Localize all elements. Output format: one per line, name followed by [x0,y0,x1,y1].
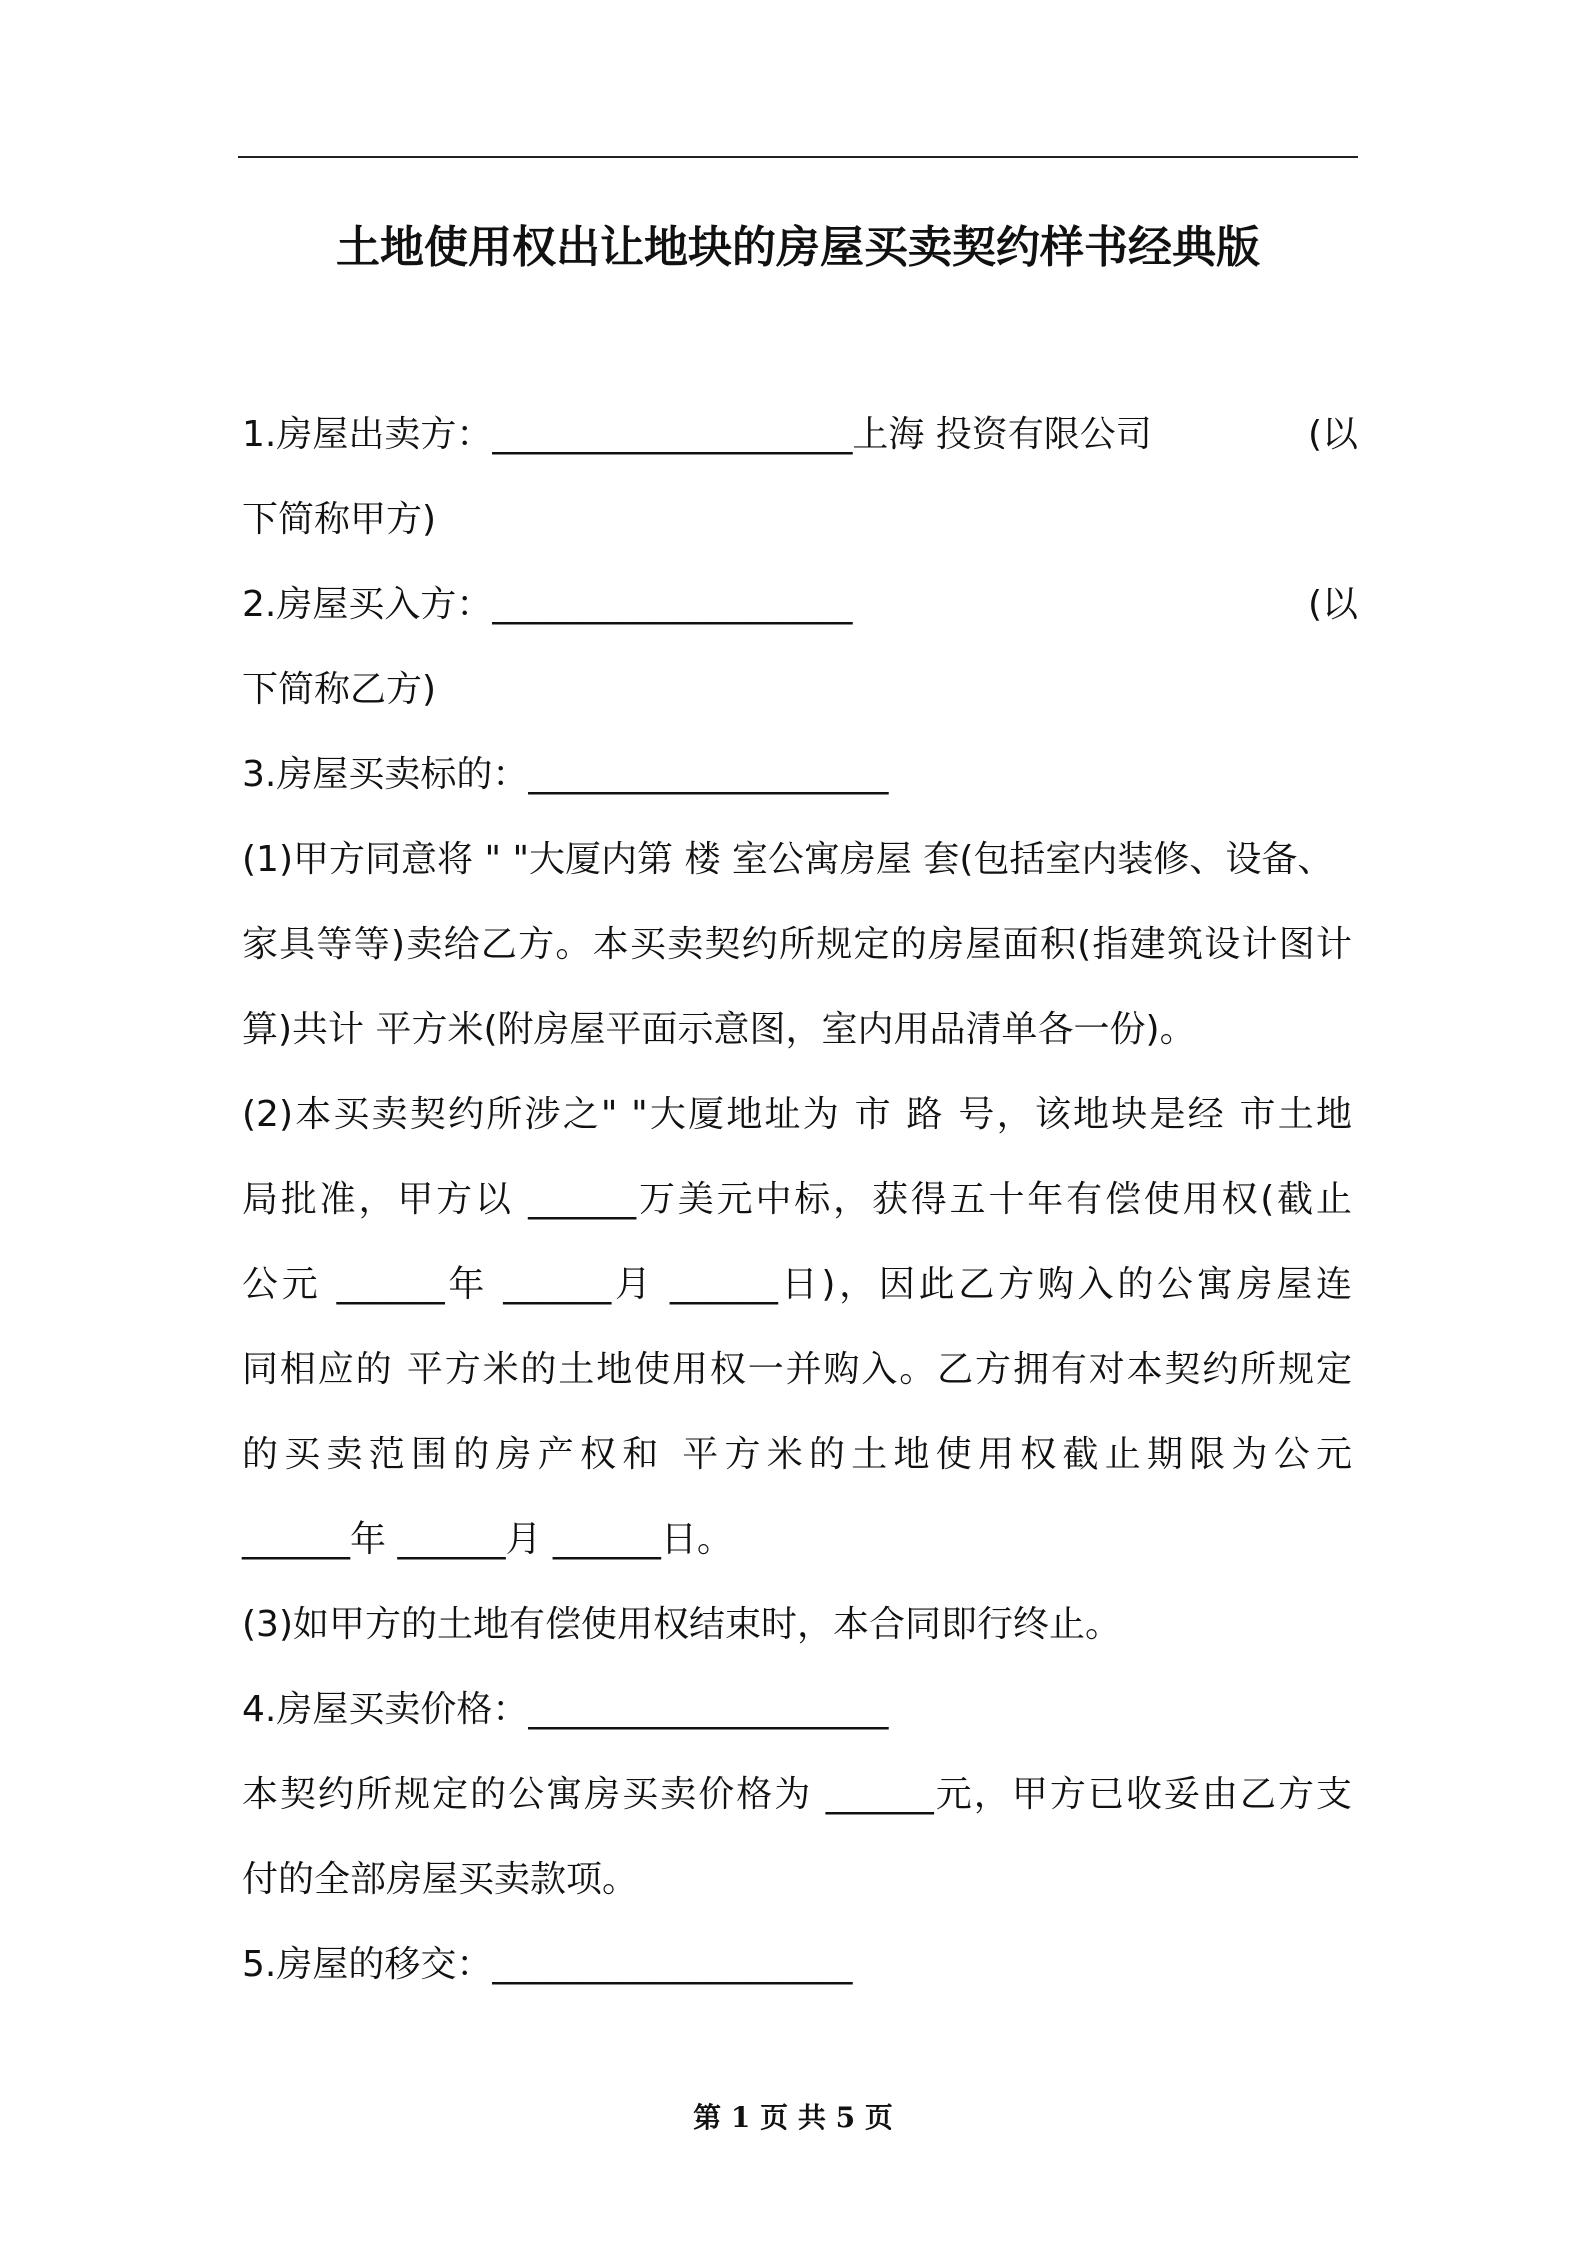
buyer-note: (以 [1307,584,1358,625]
clause-price: 4.房屋买卖价格：____________________ [242,1689,889,1730]
subject-para-2-line-3: 公元 ______年 ______月 ______日)，因此乙方购入的公寓房屋连 [242,1264,1352,1305]
subject-para-1-line-2: 家具等等)卖给乙方。本买卖契约所规定的房屋面积(指建筑设计图计 [242,924,1352,965]
subject-para-1-line-3: 算)共计 平方米(附房屋平面示意图，室内用品清单各一份)。 [242,1009,1196,1050]
price-para-line-2: 付的全部房屋买卖款项。 [242,1859,639,1900]
subject-para-1-line-1: (1)甲方同意将 " "大厦内第 楼 室公寓房屋 套(包括室内装修、设备、 [242,839,1334,880]
clause-subject: 3.房屋买卖标的：____________________ [242,754,889,795]
page-footer: 第 1 页 共 5 页 [693,2101,893,2134]
document-title: 土地使用权出让地块的房屋买卖契约样书经典版 [336,222,1260,273]
subject-para-2-line-5: 的买卖范围的房产权和 平方米的土地使用权截止期限为公元 [242,1434,1352,1475]
subject-para-3: (3)如甲方的土地有偿使用权结束时，本合同即行终止。 [242,1604,1121,1645]
subject-para-2-line-4: 同相应的 平方米的土地使用权一并购入。乙方拥有对本契约所规定 [242,1349,1352,1390]
price-para-line-1: 本契约所规定的公寓房买卖价格为 ______元，甲方已收妥由乙方支 [242,1774,1352,1815]
clause-handover: 5.房屋的移交：____________________ [242,1944,853,1985]
subject-para-2-line-1: (2)本买卖契约所涉之" "大厦地址为 市 路 号，该地块是经 市土地 [242,1094,1352,1135]
subject-para-2-line-2: 局批准，甲方以 ______万美元中标，获得五十年有偿使用权(截止 [242,1179,1352,1220]
clause-seller-alias: 下简称甲方) [242,499,437,540]
clause-buyer: 2.房屋买入方：____________________ [242,584,853,625]
header-rule [238,156,1358,158]
clause-seller: 1.房屋出卖方：____________________上海 投资有限公司 [242,414,1152,455]
seller-note: (以 [1307,414,1358,455]
subject-para-2-line-6: ______年 ______月 ______日。 [242,1519,733,1560]
clause-buyer-alias: 下简称乙方) [242,669,437,710]
